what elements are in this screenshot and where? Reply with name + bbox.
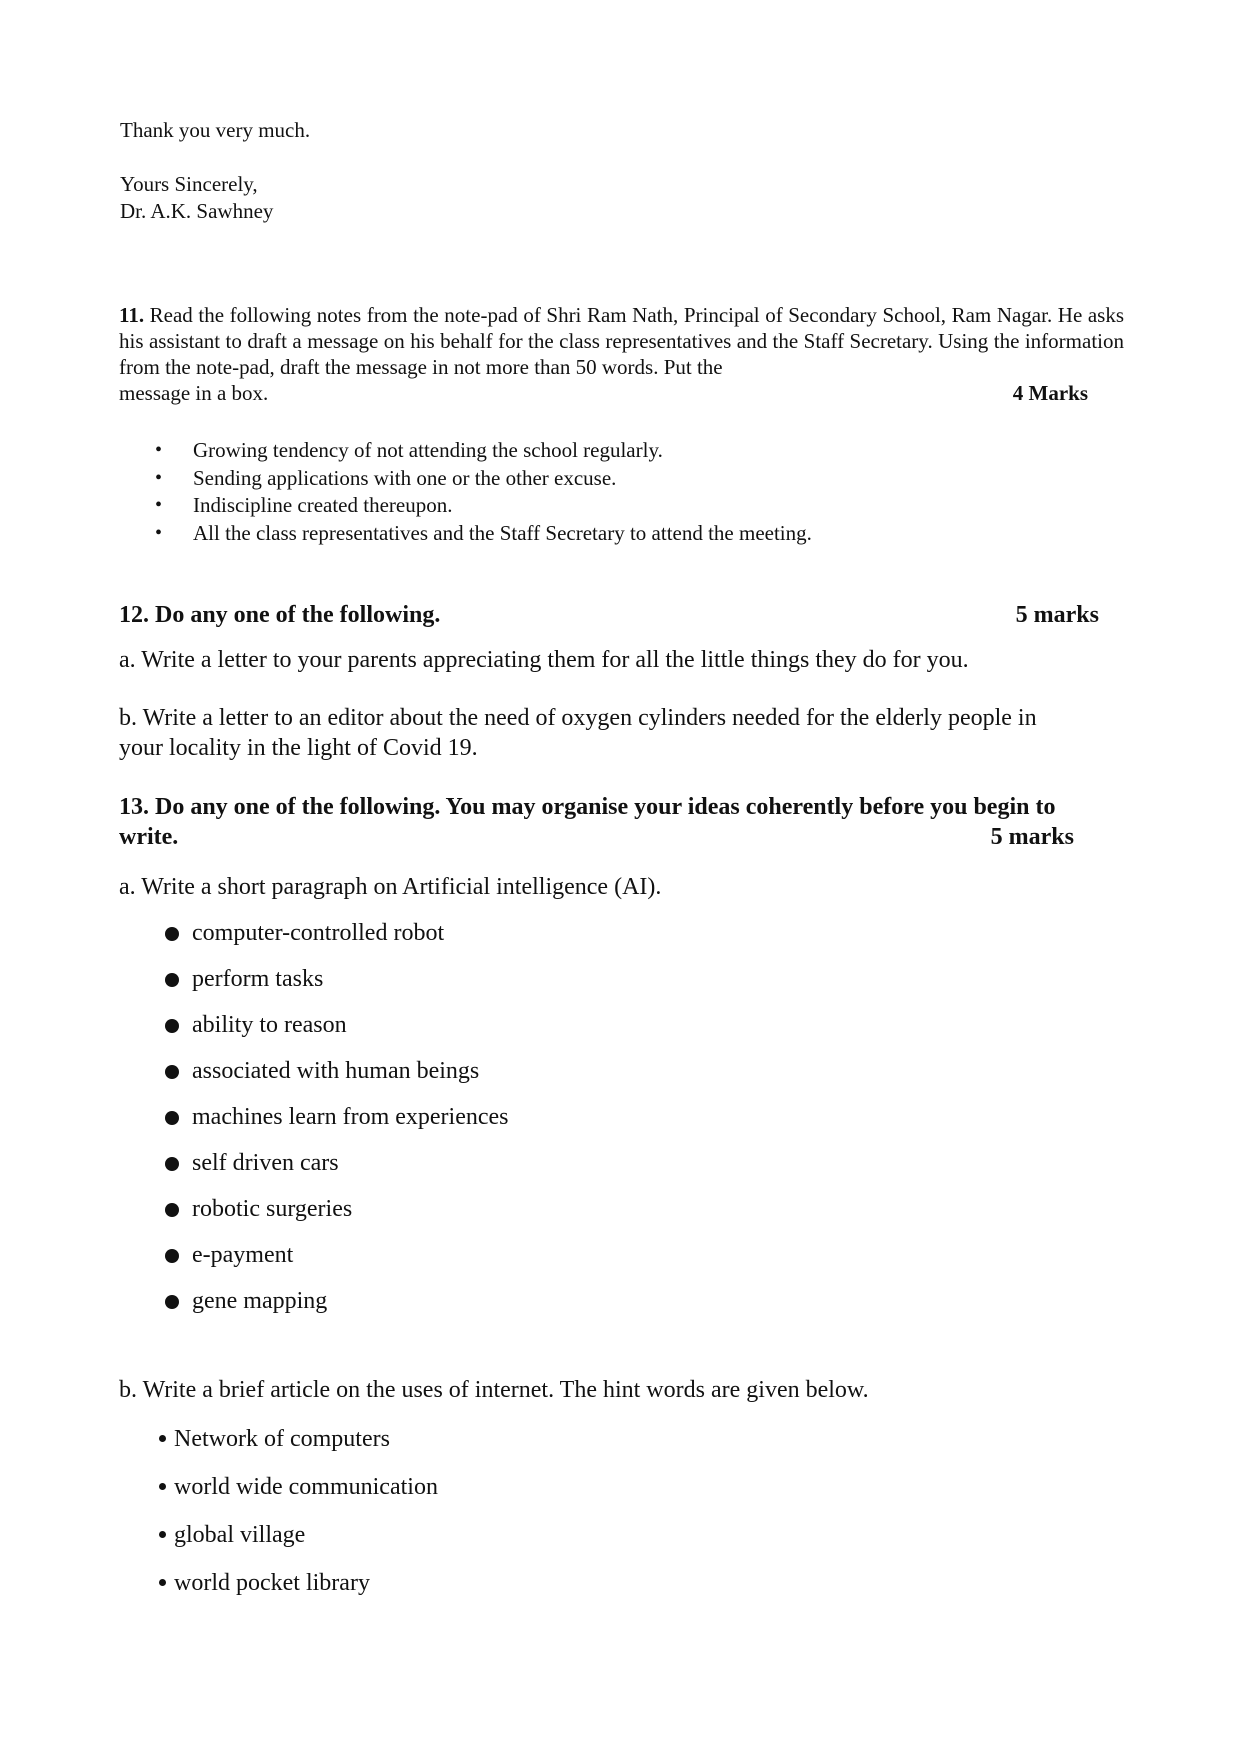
point-text: associated with human beings <box>192 1058 480 1084</box>
note-text: Growing tendency of not attending the school regularly. <box>193 438 663 462</box>
list-item <box>163 1286 509 1332</box>
list-item <box>157 1568 438 1616</box>
list-item <box>163 964 509 1010</box>
bullet-icon <box>159 1531 166 1538</box>
list-item <box>163 1240 509 1286</box>
point-text: computer-controlled robot <box>192 920 445 946</box>
point-text: self driven cars <box>192 1150 339 1176</box>
question-12-heading <box>119 600 1099 630</box>
question-13-title-line: 13. Do any one of the following. You may organise your ideas coherently before you begin to <box>119 794 1056 820</box>
question-11-notes <box>155 437 812 547</box>
bullet-icon <box>165 1019 179 1033</box>
list-item <box>157 1520 438 1568</box>
bullet-icon <box>165 1111 179 1125</box>
list-item <box>163 1148 509 1194</box>
internet-points-list <box>157 1424 438 1616</box>
closing-signature: Dr. A.K. Sawhney <box>120 199 274 223</box>
question-13-title-end: write. <box>119 824 179 850</box>
bullet-icon <box>165 1157 179 1171</box>
list-item <box>163 1056 509 1102</box>
question-13-heading <box>119 792 1119 852</box>
bullet-icon: • <box>155 494 163 516</box>
letter-closing <box>120 117 1020 225</box>
point-text: ability to reason <box>192 1012 347 1038</box>
bullet-icon <box>159 1435 166 1442</box>
bullet-icon <box>165 1295 179 1309</box>
question-11-last-line <box>119 380 1124 406</box>
question-11-number: 11. <box>119 303 145 327</box>
question-11 <box>119 302 1124 406</box>
point-text: perform tasks <box>192 966 324 992</box>
bullet-icon: • <box>155 521 163 544</box>
spacer <box>120 144 1020 171</box>
bullet-icon <box>165 1249 179 1263</box>
list-item <box>157 1424 438 1472</box>
question-12-title: 12. Do any one of the following. <box>119 602 441 628</box>
list-item <box>155 492 812 520</box>
question-11-marks: 4 Marks <box>1012 381 1088 405</box>
bullet-icon <box>165 973 179 987</box>
point-text: gene mapping <box>192 1288 328 1314</box>
note-text: All the class representatives and the Staff Secretary to attend the meeting. <box>193 520 812 545</box>
point-text: global village <box>174 1522 306 1548</box>
list-item <box>163 1102 509 1148</box>
question-13-option-a: a. Write a short paragraph on Artificial intelligence (AI). <box>119 874 662 900</box>
point-text: Network of computers <box>174 1426 390 1452</box>
question-12-marks: 5 marks <box>1015 602 1099 628</box>
point-text: machines learn from experiences <box>192 1104 509 1130</box>
bullet-icon: • <box>155 466 163 489</box>
option-b-line: your locality in the light of Covid 19. <box>119 735 478 761</box>
note-text: Indiscipline created thereupon. <box>193 493 453 517</box>
list-item <box>157 1472 438 1520</box>
question-13-marks: 5 marks <box>990 824 1074 850</box>
bullet-icon <box>165 1065 179 1079</box>
question-13-title-line-2 <box>119 822 1119 852</box>
closing-sign-off: Yours Sincerely, <box>120 172 258 196</box>
closing-thanks: Thank you very much. <box>120 118 311 142</box>
question-13-option-b: b. Write a brief article on the uses of internet. The hint words are given below. <box>119 1377 869 1403</box>
bullet-icon <box>165 927 179 941</box>
list-item <box>155 437 812 465</box>
bullet-icon <box>165 1203 179 1217</box>
question-11-text <box>119 302 1124 380</box>
bullet-icon: • <box>155 439 163 461</box>
question-12-option-b <box>119 703 1119 763</box>
point-text: world pocket library <box>174 1570 370 1596</box>
question-12-option-a: a. Write a letter to your parents appreciating them for all the little things they do for you. <box>119 647 969 673</box>
option-b-line: b. Write a letter to an editor about the need of oxygen cylinders needed for the elderly people in <box>119 705 1037 731</box>
bullet-icon <box>159 1483 166 1490</box>
question-11-body: Read the following notes from the note-pad of Shri Ram Nath, Principal of Secondary School, Ram Nagar. He asks his assistant to draft a message on his behalf for the class representatives and the Staff Secretary. Using the information from the note-pad, draft the message in not more than 50 words. Put the <box>119 303 1124 379</box>
question-11-last-text: message in a box. <box>119 381 269 405</box>
list-item <box>155 465 812 493</box>
ai-points-list <box>163 918 509 1332</box>
note-text: Sending applications with one or the other excuse. <box>193 465 617 490</box>
bullet-icon <box>159 1579 166 1586</box>
list-item <box>163 918 509 964</box>
list-item <box>155 520 812 548</box>
list-item <box>163 1010 509 1056</box>
list-item <box>163 1194 509 1240</box>
point-text: world wide communication <box>174 1474 438 1500</box>
point-text: robotic surgeries <box>192 1196 353 1222</box>
point-text: e-payment <box>192 1242 294 1268</box>
